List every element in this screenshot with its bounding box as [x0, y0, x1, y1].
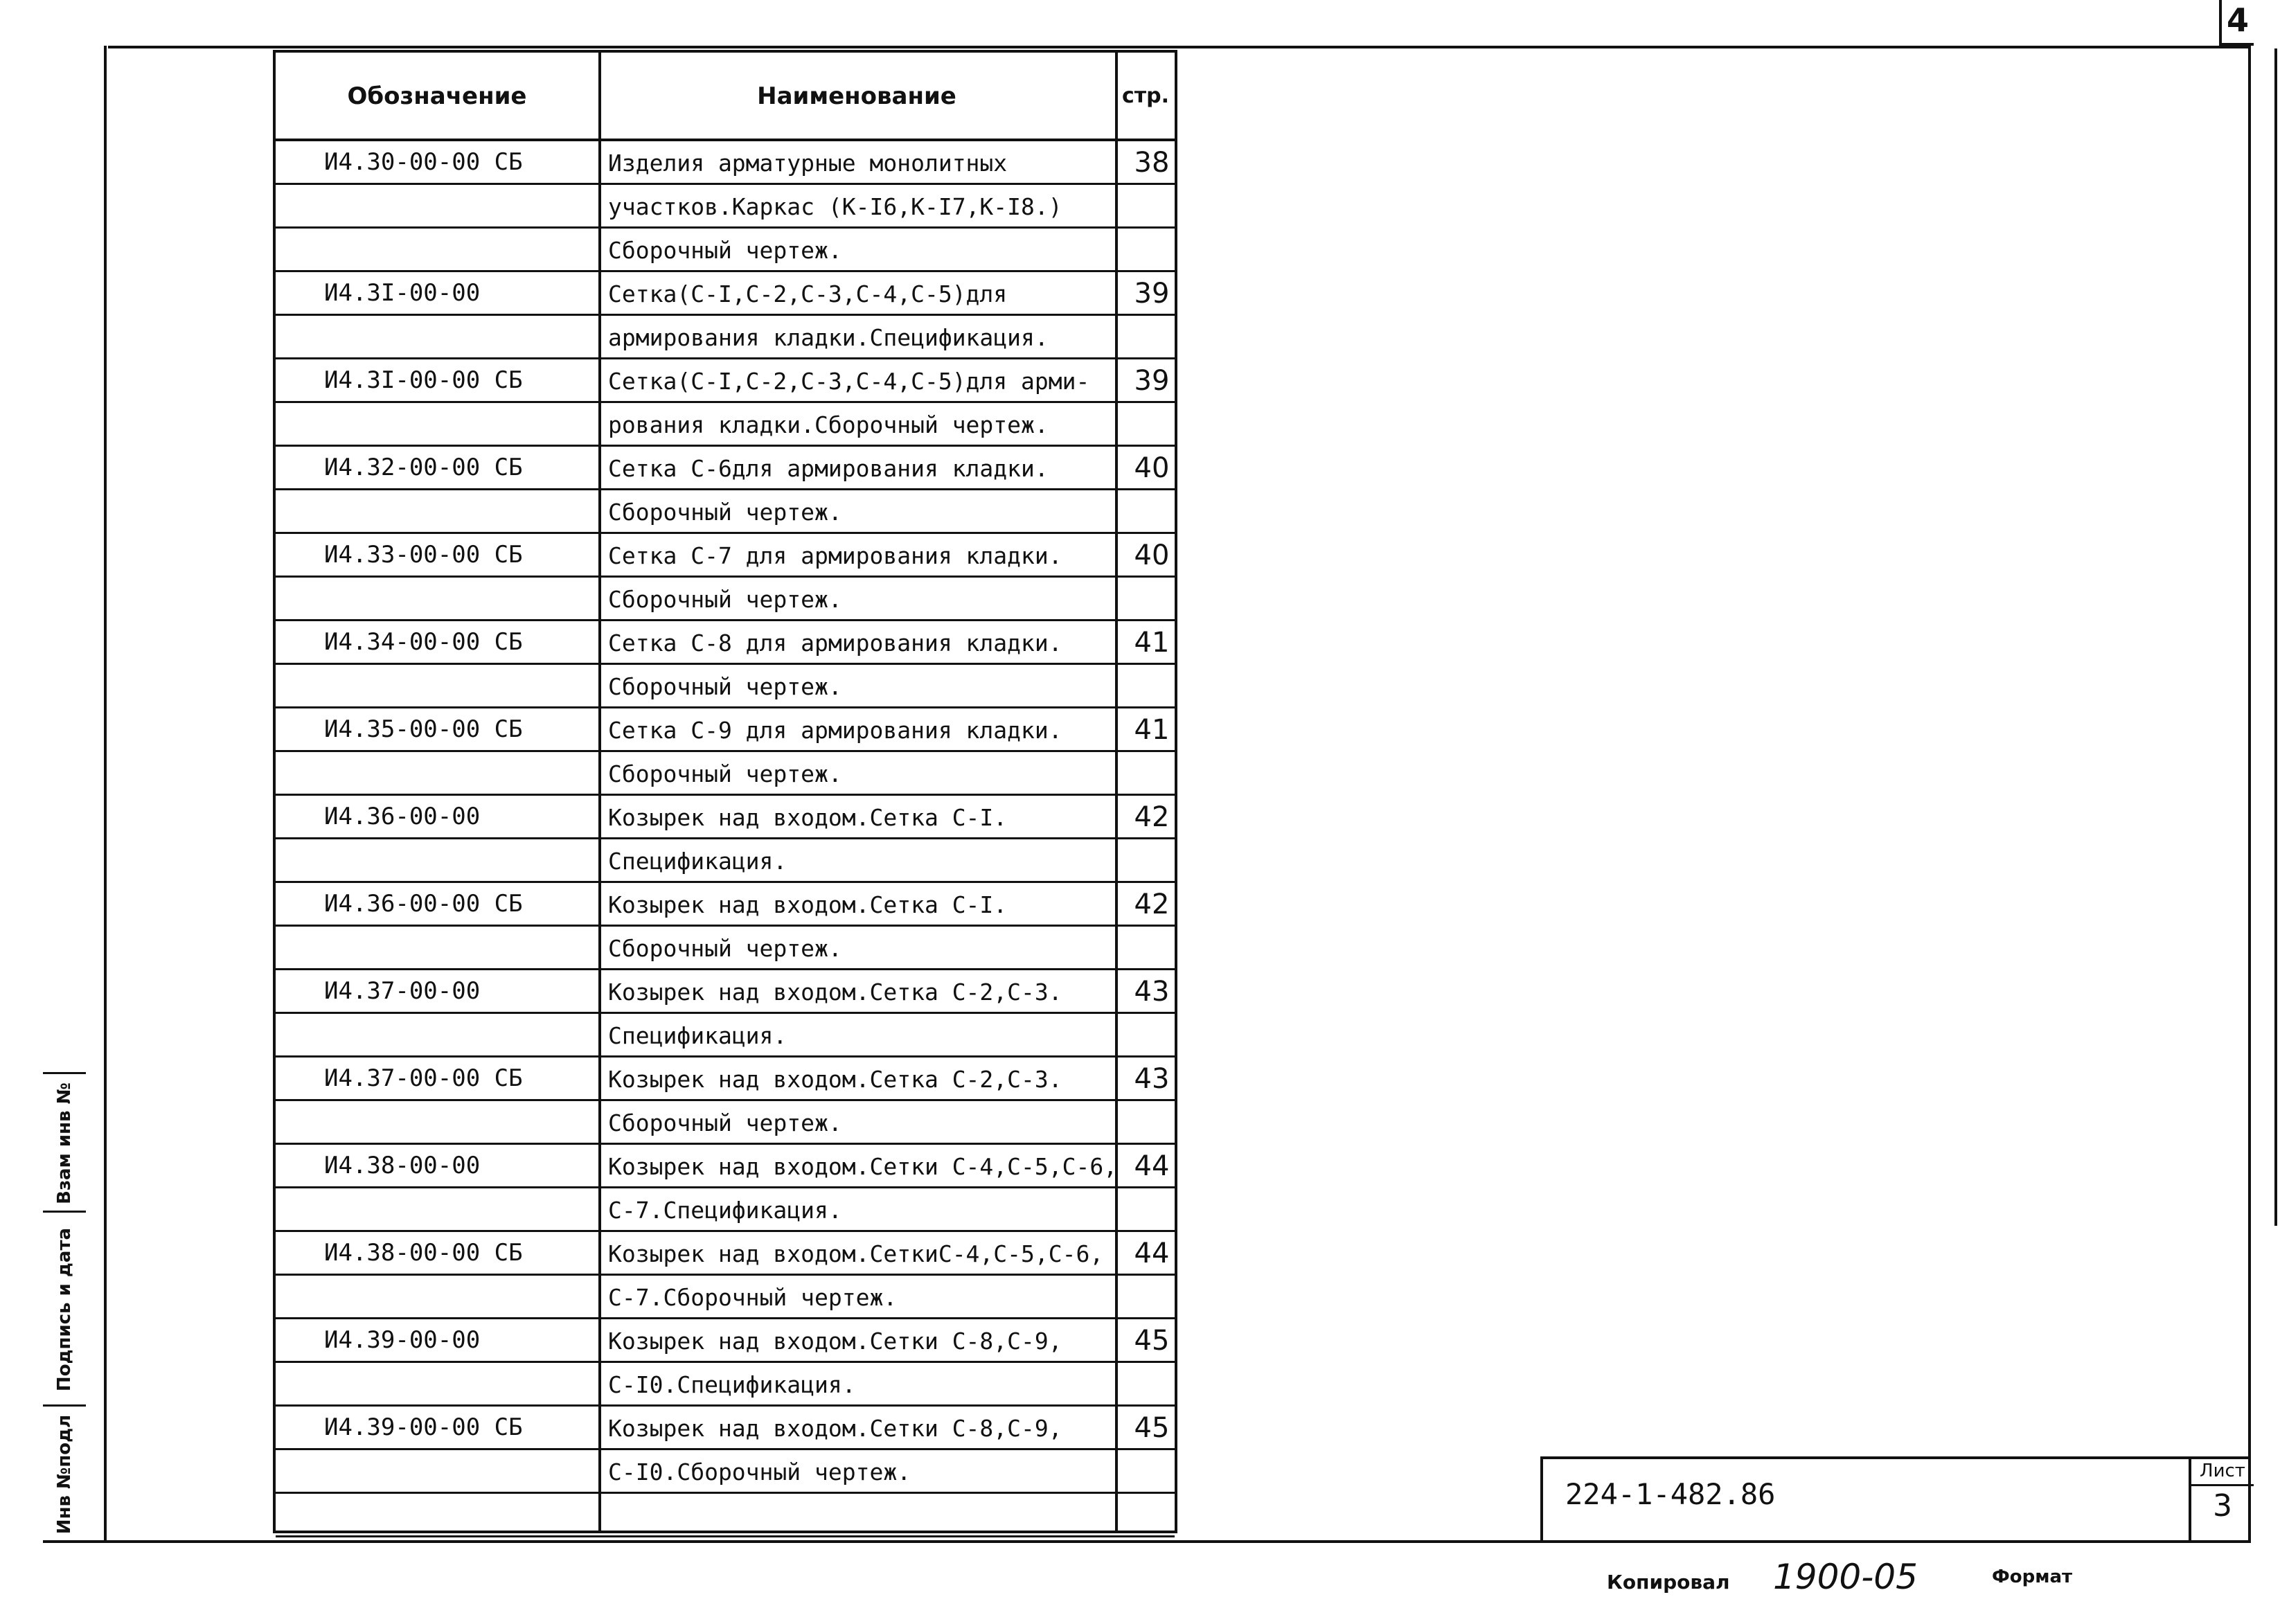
- sheet-label: Лист: [2191, 1459, 2254, 1486]
- name-cell: Сборочный чертеж.: [608, 673, 842, 700]
- name-cell: Козырек над входом.Сетки С-8,С-9,: [608, 1328, 1062, 1355]
- table-row: [276, 883, 1175, 927]
- title-block-top: [1540, 1456, 2251, 1459]
- name-cell: Сетка(С-I,С-2,С-3,С-4,С-5)для арми-: [608, 368, 1090, 395]
- page-cell: 42: [1134, 801, 1170, 833]
- name-cell: Сетка С-9 для армирования кладки.: [608, 717, 1062, 744]
- designation-cell: И4.32-00-00 СБ: [324, 454, 523, 481]
- name-cell: Изделия арматурные монолитных: [608, 150, 1008, 177]
- name-cell: Сетка(С-I,С-2,С-3,С-4,С-5)для: [608, 280, 1008, 307]
- name-cell: армирования кладки.Спецификация.: [608, 324, 1049, 351]
- designation-cell: И4.36-00-00: [324, 803, 481, 830]
- page-cell: 44: [1134, 1150, 1170, 1182]
- name-cell: Спецификация.: [608, 848, 787, 875]
- page-cell: 40: [1134, 452, 1170, 484]
- page-cell: 43: [1134, 1063, 1170, 1095]
- name-cell: Сборочный чертеж.: [608, 1109, 842, 1136]
- designation-cell: И4.37-00-00: [324, 977, 481, 1005]
- designation-cell: И4.33-00-00 СБ: [324, 541, 523, 569]
- table-row: [276, 839, 1175, 883]
- designation-cell: И4.37-00-00 СБ: [324, 1064, 523, 1092]
- table-row: [276, 1494, 1175, 1537]
- copy-number: 1900-05: [1773, 1557, 1918, 1597]
- designation-cell: И4.3I-00-00 СБ: [324, 366, 523, 394]
- table-row: [276, 1014, 1175, 1058]
- name-cell: Спецификация.: [608, 1022, 787, 1049]
- document-code: 224-1-482.86: [1565, 1477, 1776, 1511]
- table-row: [276, 752, 1175, 796]
- frame-top: [108, 46, 2251, 48]
- side-stamp: [43, 1072, 106, 1540]
- page-cell: 39: [1134, 278, 1170, 310]
- table-row: [276, 534, 1175, 578]
- side-replace-inv-label: Взам инв №: [54, 1082, 75, 1204]
- table-row: [276, 1232, 1175, 1276]
- side-sign-date-label: Подпись и дата: [54, 1227, 75, 1392]
- designation-cell: И4.39-00-00 СБ: [324, 1413, 523, 1441]
- page-cell: 38: [1134, 147, 1170, 179]
- table-row: [276, 447, 1175, 490]
- page-cell: 40: [1134, 539, 1170, 571]
- table-row: [276, 272, 1175, 316]
- name-cell: Сборочный чертеж.: [608, 586, 842, 613]
- name-cell: Козырек над входом.Сетка С-2,С-3.: [608, 979, 1062, 1006]
- name-cell: Сборочный чертеж.: [608, 760, 842, 787]
- name-cell: Козырек над входом.Сетка С-I.: [608, 804, 1008, 831]
- side-inv-no: [43, 1404, 86, 1542]
- designation-cell: И4.39-00-00: [324, 1326, 481, 1354]
- corner-sheet-number: 4: [2219, 0, 2254, 46]
- table-row: [276, 403, 1175, 447]
- table-row: [276, 359, 1175, 403]
- table-row: [276, 316, 1175, 359]
- table-row: [276, 1188, 1175, 1232]
- table-row: [276, 578, 1175, 621]
- page-cell: 44: [1134, 1238, 1170, 1269]
- name-cell: С-7.Сборочный чертеж.: [608, 1284, 898, 1311]
- table-row: [276, 1101, 1175, 1145]
- copied-label: Копировал: [1607, 1571, 1730, 1594]
- title-block: [1540, 1456, 2251, 1542]
- frame-right: [2248, 46, 2251, 1543]
- table-row: [276, 621, 1175, 665]
- table-row: [276, 1319, 1175, 1363]
- table-row: [276, 1145, 1175, 1188]
- side-inv-no-label: Инв №подл: [54, 1414, 75, 1535]
- page-cell: 43: [1134, 976, 1170, 1008]
- name-cell: Козырек над входом.Сетка С-I.: [608, 891, 1008, 918]
- name-cell: Сетка С-8 для армирования кладки.: [608, 630, 1062, 657]
- header-name: Наименование: [757, 82, 956, 110]
- name-cell: участков.Каркас (К-I6,К-I7,К-I8.): [608, 193, 1062, 220]
- side-replace-inv: [43, 1072, 86, 1213]
- page-cell: 45: [1134, 1412, 1170, 1444]
- side-sign-date: [43, 1211, 86, 1407]
- table-row: [276, 1407, 1175, 1450]
- page-cell: 41: [1134, 714, 1170, 746]
- page-cell: 45: [1134, 1325, 1170, 1357]
- header-page: стр.: [1121, 84, 1170, 108]
- format-label: Формат: [1992, 1567, 2073, 1587]
- name-cell: Сборочный чертеж.: [608, 499, 842, 526]
- table-row: [276, 1363, 1175, 1407]
- name-cell: Козырек над входом.Сетка С-2,С-3.: [608, 1066, 1062, 1093]
- name-cell: С-7.Спецификация.: [608, 1197, 842, 1224]
- designation-cell: И4.30-00-00 СБ: [324, 148, 523, 176]
- table-row: [276, 970, 1175, 1014]
- name-cell: Козырек над входом.Сетки С-4,С-5,С-6,: [608, 1153, 1118, 1180]
- designation-cell: И4.3I-00-00: [324, 279, 481, 307]
- name-cell: рования кладки.Сборочный чертеж.: [608, 411, 1049, 438]
- table-row: [276, 796, 1175, 839]
- sheet-value: 3: [2213, 1488, 2232, 1524]
- table-row: [276, 185, 1175, 229]
- designation-cell: И4.34-00-00 СБ: [324, 628, 523, 656]
- table-row: [276, 1058, 1175, 1101]
- table-row: [276, 490, 1175, 534]
- name-cell: С-I0.Спецификация.: [608, 1371, 856, 1398]
- table-row: [276, 665, 1175, 708]
- name-cell: С-I0.Сборочный чертеж.: [608, 1458, 911, 1485]
- page-cell: 39: [1134, 365, 1170, 397]
- specification-table: [273, 50, 1177, 1533]
- table-row: [276, 141, 1175, 185]
- page-right-edge: [2274, 48, 2277, 1226]
- designation-cell: И4.36-00-00 СБ: [324, 890, 523, 918]
- page-cell: 42: [1134, 889, 1170, 920]
- table-row: [276, 927, 1175, 970]
- designation-cell: И4.38-00-00 СБ: [324, 1239, 523, 1267]
- name-cell: Сетка С-7 для армирования кладки.: [608, 542, 1062, 569]
- table-row: [276, 229, 1175, 272]
- header-designation: Обозначение: [347, 82, 527, 110]
- page-cell: 41: [1134, 627, 1170, 659]
- title-block-left: [1540, 1456, 1543, 1542]
- name-cell: Сборочный чертеж.: [608, 935, 842, 962]
- designation-cell: И4.38-00-00: [324, 1152, 481, 1179]
- table-row: [276, 1450, 1175, 1494]
- name-cell: Козырек над входом.СеткиС-4,С-5,С-6,: [608, 1240, 1104, 1267]
- name-cell: Козырек над входом.Сетки С-8,С-9,: [608, 1415, 1062, 1442]
- name-cell: Сборочный чертеж.: [608, 237, 842, 264]
- sheet-box: [2189, 1456, 2254, 1542]
- table-row: [276, 708, 1175, 752]
- name-cell: Сетка С-6для армирования кладки.: [608, 455, 1049, 482]
- designation-cell: И4.35-00-00 СБ: [324, 715, 523, 743]
- table-row: [276, 1276, 1175, 1319]
